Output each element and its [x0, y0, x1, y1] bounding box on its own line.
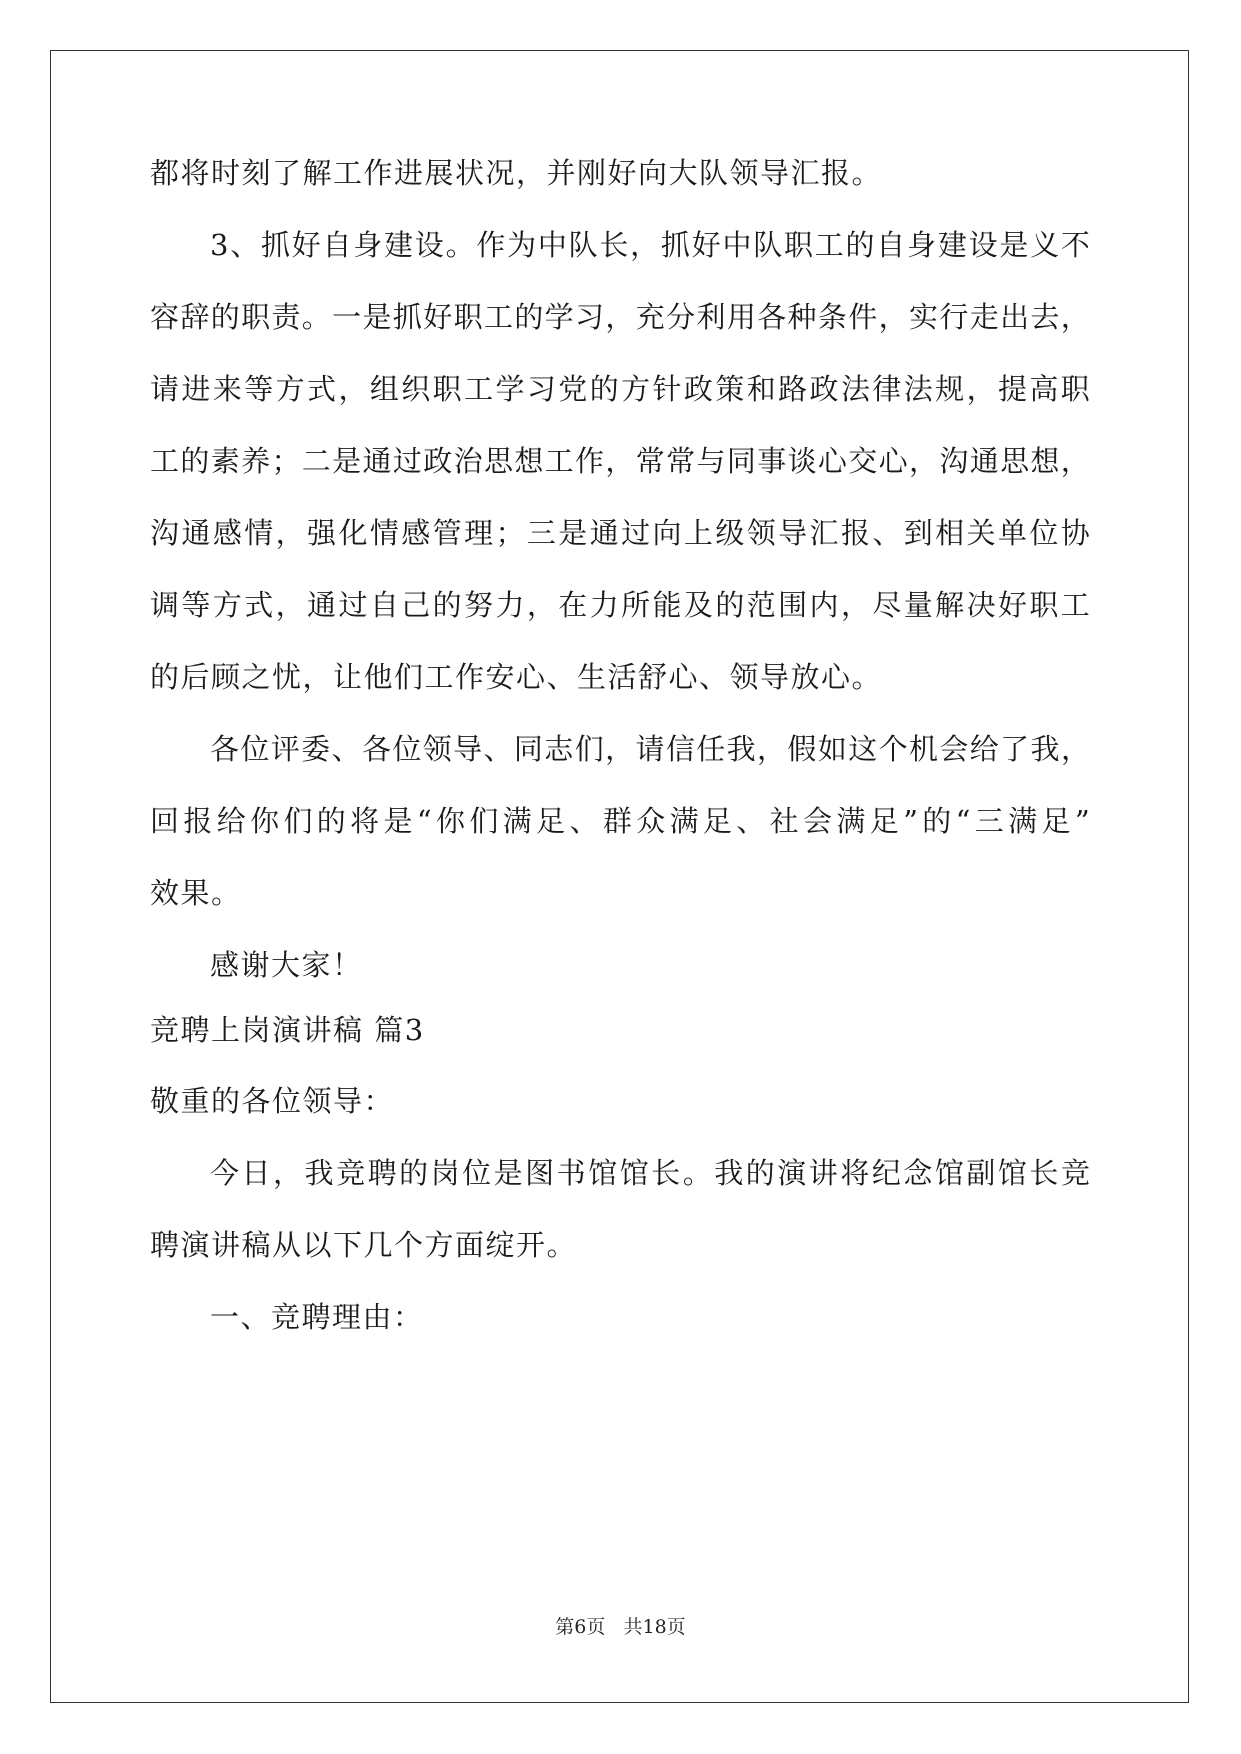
paragraph-line: 回 报 给 你 们 的 将 是 “ 你 们 满 足 、 群 众 满 足 、 社 会 满 足 ” 的 “ 三 满 足 ” — [150, 804, 1090, 838]
paragraph-line: 调 等 方 式 ， 通 过 自 己 的 努 力 ， 在 力 所 能 及 的 范 围 内 ， 尽 量 解 决 好 职 工 — [150, 588, 1090, 622]
paragraph-line: 请 进 来 等 方 式 ， 组 织 职 工 学 习 党 的 方 针 政 策 和 路 政 法 律 法 规 ， 提 高 职 — [150, 372, 1090, 406]
page-footer: 第6页 共18页 — [555, 1616, 686, 1638]
paragraph-line: 今 日 ， 我 竞 聘 的 岗 位 是 图 书 馆 馆 长 。 我 的 演 讲 将 纪 念 馆 副 馆 长 竞 — [210, 1156, 1090, 1190]
paragraph-line: 聘演讲稿从以下几个方面绽开。 — [150, 1228, 578, 1262]
paragraph-line: 的后顾之忧，让他们工作安心、生活舒心、领导放心。 — [150, 660, 883, 694]
subheading: 一、竞聘理由： — [210, 1300, 424, 1334]
salutation: 敬重的各位领导： — [150, 1084, 395, 1118]
section-heading: 竞聘上岗演讲稿 篇3 — [150, 1013, 425, 1047]
paragraph-line: 沟 通 感 情 ， 强 化 情 感 管 理 ； 三 是 通 过 向 上 级 领 导 汇 报 、 到 相 关 单 位 协 — [150, 516, 1090, 550]
paragraph-line: 容 辞 的 职 责 。 一 是 抓 好 职 工 的 学 习 ， 充 分 利 用 各 种 条 件 ， 实 行 走 出 去 ， — [150, 300, 1090, 334]
paragraph-line: 感谢大家！ — [210, 948, 363, 982]
paragraph-line: 效果。 — [150, 876, 242, 910]
paragraph-line: 3 、 抓 好 自 身 建 设 。 作 为 中 队 长 ， 抓 好 中 队 职 工 的 自 身 建 设 是 义 不 — [210, 228, 1090, 262]
paragraph-line: 工 的 素 养 ； 二 是 通 过 政 治 思 想 工 作 ， 常 常 与 同 事 谈 心 交 心 ， 沟 通 思 想 ， — [150, 444, 1090, 478]
paragraph-line: 都将时刻了解工作进展状况，并刚好向大队领导汇报。 — [150, 156, 883, 190]
paragraph-line: 各 位 评 委 、 各 位 领 导 、 同 志 们 ， 请 信 任 我 ， 假 如 这 个 机 会 给 了 我 ， — [210, 732, 1090, 766]
